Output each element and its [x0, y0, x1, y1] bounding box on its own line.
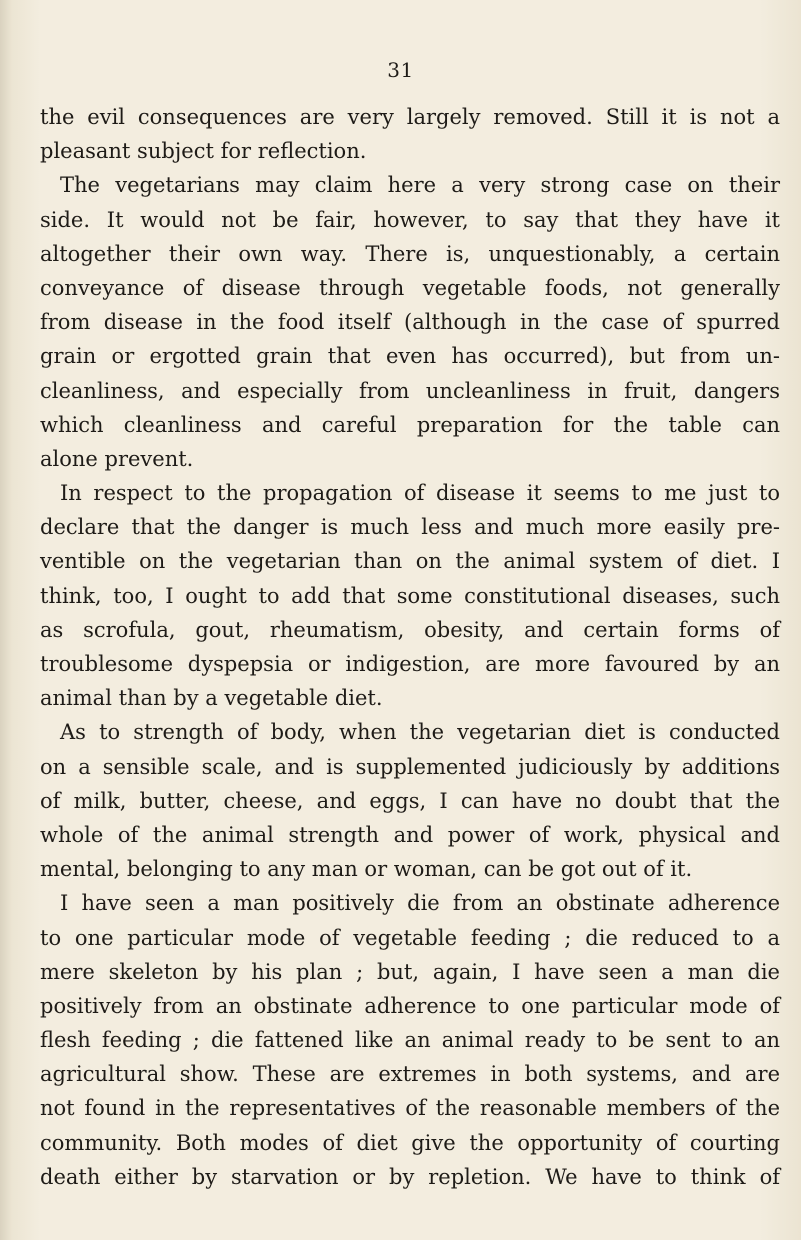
text-line: declare that the danger is much less and much more easily pre-	[40, 515, 780, 540]
text-line: troublesome dyspepsia or indigestion, are more favoured by an	[40, 652, 780, 676]
text-line: mental, belonging to any man or woman, can be got out of it.	[40, 857, 693, 882]
text-line: ventible on the vegetarian than on the animal system of diet. I	[40, 549, 780, 574]
text-line: on a sensible scale, and is supplemented judiciously by additions	[40, 754, 780, 779]
text-line: mere skeleton by his plan ; but, again, I have seen a man die	[40, 959, 780, 984]
text-line: The vegetarians may claim here a very strong case on their	[60, 173, 780, 198]
page-number: 31	[387, 58, 414, 82]
text-line: conveyance of disease through vegetable foods, not generally	[40, 275, 780, 300]
text-line: cleanliness, and especially from uncleanliness in fruit, dangers	[40, 378, 780, 403]
text-line: think, too, I ought to add that some constitutional diseases, such	[40, 583, 780, 608]
text-line: In respect to the propagation of disease it seems to me just to	[60, 481, 780, 506]
text-line: which cleanliness and careful preparation for the table can	[40, 412, 780, 437]
text-line: grain or ergotted grain that even has occurred), but from un-	[40, 344, 780, 369]
text-line: I have seen a man positively die from an obstinate adherence	[60, 891, 780, 916]
text-line: to one particular mode of vegetable feeding ; die reduced to a	[40, 925, 780, 950]
text-line: from disease in the food itself (although in the case of spurred	[40, 310, 780, 335]
text-line: death either by starvation or by repletion. We have to think of	[40, 1164, 780, 1189]
text-line: as scrofula, gout, rheumatism, obesity, and certain forms of	[40, 617, 780, 642]
text-line: agricultural show. These are extremes in both systems, and are	[40, 1062, 780, 1087]
text-line: positively from an obstinate adherence to one particular mode of	[40, 993, 780, 1018]
text-line: of milk, butter, cheese, and eggs, I can have no doubt that the	[40, 788, 780, 813]
text-line: animal than by a vegetable diet.	[40, 686, 383, 711]
body-text	[40, 100, 780, 1194]
text-line: not found in the representatives of the reasonable members of the	[40, 1096, 780, 1121]
text-line: alone prevent.	[40, 446, 194, 471]
text-line: altogether their own way. There is, unquestionably, a certain	[40, 241, 780, 266]
text-line: whole of the animal strength and power of work, physical and	[40, 822, 780, 847]
text-line: community. Both modes of diet give the opportunity of courting	[40, 1130, 780, 1155]
text-line: side. It would not be fair, however, to say that they have it	[40, 207, 780, 232]
text-line: As to strength of body, when the vegetarian diet is conducted	[60, 720, 780, 745]
text-line: pleasant subject for reflection.	[40, 139, 367, 164]
text-line: the evil consequences are very largely removed. Still it is not a	[40, 105, 780, 129]
text-line: flesh feeding ; die fattened like an animal ready to be sent to an	[40, 1028, 780, 1053]
